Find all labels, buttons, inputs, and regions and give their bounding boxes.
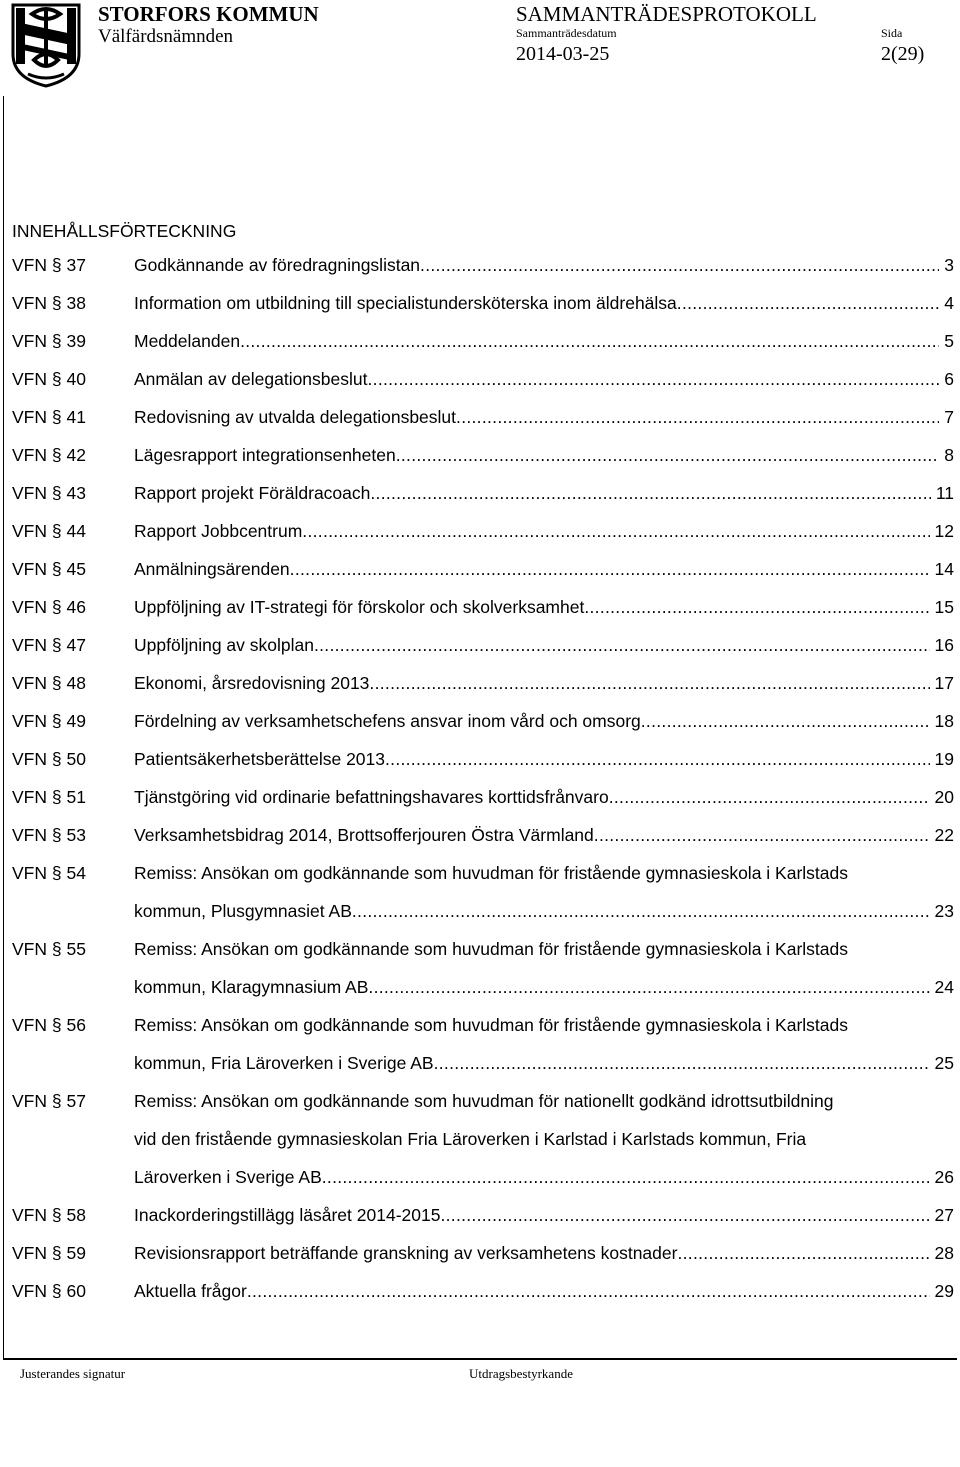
entry-title-last-line xyxy=(134,740,954,778)
entry-title xyxy=(134,436,954,474)
entry-title-last-line xyxy=(134,1044,954,1082)
entry-title-line: Verksamhetsbidrag 2014, Brottsofferjouren Östra Värmland xyxy=(134,825,594,845)
entry-title-line: Inackorderingstillägg läsåret 2014-2015 xyxy=(134,1205,441,1225)
dot-leader xyxy=(314,626,930,664)
entry-title-last-line xyxy=(134,1234,954,1272)
entry-title-last-line xyxy=(134,664,954,702)
dot-leader xyxy=(302,512,929,550)
dot-leader xyxy=(420,246,939,284)
entry-title-last-line xyxy=(134,550,954,588)
dot-leader xyxy=(456,398,939,436)
toc-entry xyxy=(12,740,954,778)
entry-title-line: Information om utbildning till specialistundersköterska inom äldrehälsa xyxy=(134,293,677,313)
footer-rule xyxy=(3,1358,957,1360)
entry-title-last-line xyxy=(134,512,954,550)
entry-title-last-line xyxy=(134,1196,954,1234)
dot-leader xyxy=(677,1234,929,1272)
entry-title-last-line xyxy=(134,1158,954,1196)
dot-leader xyxy=(290,550,930,588)
toc-entry xyxy=(12,474,954,512)
entry-title-line: vid den fristående gymnasieskolan Fria Läroverken i Karlstad i Karlstads kommun, Fria xyxy=(134,1129,807,1149)
entry-title-line: kommun, Fria Läroverken i Sverige AB xyxy=(134,1053,434,1073)
toc-entry xyxy=(12,360,954,398)
page-reference: 16 xyxy=(934,635,954,655)
toc-entry xyxy=(12,702,954,740)
entry-title xyxy=(134,778,954,816)
entry-title-line: Remiss: Ansökan om godkännande som huvudman för fristående gymnasieskola i Karlstads xyxy=(134,863,848,883)
page-reference: 11 xyxy=(935,483,954,503)
entry-title xyxy=(134,626,954,664)
page-reference: 19 xyxy=(934,749,954,769)
entry-title xyxy=(134,1272,954,1310)
dot-leader xyxy=(641,702,930,740)
entry-title-line: kommun, Klaragymnasium AB xyxy=(134,977,369,997)
entry-title xyxy=(134,854,954,930)
page-reference: 28 xyxy=(934,1243,954,1263)
entry-title-line: Remiss: Ansökan om godkännande som huvudman för fristående gymnasieskola i Karlstads xyxy=(134,1015,848,1035)
entry-title-line: Patientsäkerhetsberättelse 2013 xyxy=(134,749,385,769)
entry-title-last-line xyxy=(134,436,954,474)
entry-title-last-line xyxy=(134,816,954,854)
dot-leader xyxy=(368,360,940,398)
entry-title-line: Anmälan av delegationsbeslut xyxy=(134,369,368,389)
page-number: 2(29) xyxy=(881,43,925,65)
dot-leader xyxy=(240,322,939,360)
page-reference: 17 xyxy=(934,673,954,693)
page-reference: 12 xyxy=(934,521,954,541)
dot-leader xyxy=(385,740,930,778)
entry-title xyxy=(134,588,954,626)
dot-leader xyxy=(594,816,930,854)
toc-entry xyxy=(12,398,954,436)
section-number: VFN § 44 xyxy=(12,521,86,541)
section-number: VFN § 48 xyxy=(12,673,86,693)
adjusting-signature-label: Justerandes signatur xyxy=(20,1366,126,1381)
entry-title-line: Aktuella frågor xyxy=(134,1281,247,1301)
entry-title-line: Revisionsrapport beträffande granskning av verksamhetens kostnader xyxy=(134,1243,678,1263)
entry-title-last-line xyxy=(134,892,954,930)
meeting-date: 2014-03-25 xyxy=(516,43,610,65)
page-header xyxy=(0,0,960,92)
dot-leader xyxy=(369,664,929,702)
page-reference: 23 xyxy=(934,901,954,921)
section-number: VFN § 59 xyxy=(12,1243,86,1263)
dot-leader xyxy=(584,588,929,626)
section-number: VFN § 51 xyxy=(12,787,86,807)
toc-entry xyxy=(12,1082,954,1196)
dot-leader xyxy=(368,968,929,1006)
section-number: VFN § 54 xyxy=(12,863,86,883)
entry-title xyxy=(134,1196,954,1234)
entry-title xyxy=(134,512,954,550)
entry-title-last-line xyxy=(134,778,954,816)
toc-entry xyxy=(12,1196,954,1234)
dot-leader xyxy=(677,284,939,322)
entry-title-last-line xyxy=(134,588,954,626)
entry-title-line: Fördelning av verksamhetschefens ansvar inom vård och omsorg xyxy=(134,711,641,731)
dot-leader xyxy=(434,1044,930,1082)
entry-title-line: Uppföljning av IT-strategi för förskolor och skolverksamhet xyxy=(134,597,585,617)
entry-title-last-line xyxy=(134,398,954,436)
toc-entry xyxy=(12,816,954,854)
dot-leader xyxy=(396,436,940,474)
entry-title xyxy=(134,474,954,512)
entry-title xyxy=(134,1234,954,1272)
section-number: VFN § 50 xyxy=(12,749,86,769)
section-number: VFN § 60 xyxy=(12,1281,86,1301)
section-number: VFN § 41 xyxy=(12,407,86,427)
entry-title xyxy=(134,1006,954,1082)
dot-leader xyxy=(440,1196,929,1234)
dot-leader xyxy=(370,474,930,512)
section-number: VFN § 58 xyxy=(12,1205,86,1225)
section-number: VFN § 55 xyxy=(12,939,86,959)
toc-heading: INNEHÅLLSFÖRTECKNING xyxy=(12,221,237,241)
page-reference: 7 xyxy=(944,407,954,427)
section-number: VFN § 38 xyxy=(12,293,86,313)
toc-entry xyxy=(12,436,954,474)
meeting-date-label: Sammanträdesdatum xyxy=(516,26,617,40)
page-reference: 14 xyxy=(934,559,954,579)
page-reference: 25 xyxy=(934,1053,954,1073)
toc-entry xyxy=(12,854,954,930)
entry-title-line: Remiss: Ansökan om godkännande som huvudman för nationellt godkänd idrottsutbildning xyxy=(134,1091,834,1111)
section-number: VFN § 53 xyxy=(12,825,86,845)
entry-title-last-line xyxy=(134,360,954,398)
section-number: VFN § 46 xyxy=(12,597,86,617)
section-number: VFN § 57 xyxy=(12,1091,86,1111)
entry-title xyxy=(134,740,954,778)
section-number: VFN § 49 xyxy=(12,711,86,731)
entry-title-last-line xyxy=(134,1272,954,1310)
entry-title-line: Anmälningsärenden xyxy=(134,559,290,579)
page-reference: 5 xyxy=(944,331,954,351)
entry-title xyxy=(134,702,954,740)
entry-title xyxy=(134,360,954,398)
entry-title xyxy=(134,816,954,854)
toc-entry xyxy=(12,512,954,550)
toc-entry xyxy=(12,550,954,588)
toc-entry xyxy=(12,778,954,816)
dot-leader xyxy=(352,892,930,930)
toc-entry xyxy=(12,1272,954,1310)
entry-title-last-line xyxy=(134,284,954,322)
toc-entry xyxy=(12,588,954,626)
entry-title-line: Redovisning av utvalda delegationsbeslut xyxy=(134,407,457,427)
entry-title-line: Tjänstgöring vid ordinarie befattningshavares korttidsfrånvaro xyxy=(134,787,609,807)
entry-title-line: Meddelanden xyxy=(134,331,241,351)
section-number: VFN § 43 xyxy=(12,483,86,503)
entry-title-line: Lägesrapport integrationsenheten xyxy=(134,445,396,465)
dot-leader xyxy=(609,778,930,816)
toc-entry xyxy=(12,246,954,284)
extract-certification-label: Utdragsbestyrkande xyxy=(469,1366,573,1381)
page-reference: 6 xyxy=(944,369,954,389)
page-reference: 4 xyxy=(944,293,954,313)
entry-title-line: Ekonomi, årsredovisning 2013 xyxy=(134,673,370,693)
entry-title xyxy=(134,322,954,360)
page-reference: 20 xyxy=(934,787,954,807)
section-number: VFN § 40 xyxy=(12,369,86,389)
municipal-coat-of-arms-logo xyxy=(10,2,82,88)
entry-title-line: kommun, Plusgymnasiet AB xyxy=(134,901,352,921)
document-type: SAMMANTRÄDESPROTOKOLL xyxy=(516,2,817,26)
entry-title-line: Läroverken i Sverige AB xyxy=(134,1167,322,1187)
municipality-name: STORFORS KOMMUN xyxy=(98,2,319,26)
page-label: Sida xyxy=(881,26,903,40)
section-number: VFN § 39 xyxy=(12,331,86,351)
entry-title xyxy=(134,246,954,284)
page-reference: 26 xyxy=(934,1167,954,1187)
page-reference: 27 xyxy=(934,1205,954,1225)
page-reference: 22 xyxy=(934,825,954,845)
entry-title-last-line xyxy=(134,246,954,284)
dot-leader xyxy=(247,1272,930,1310)
entry-title-line: Uppföljning av skolplan xyxy=(134,635,314,655)
entry-title xyxy=(134,930,954,1006)
entry-title-line: Remiss: Ansökan om godkännande som huvudman för fristående gymnasieskola i Karlstads xyxy=(134,939,848,959)
toc-entry xyxy=(12,322,954,360)
toc-entry xyxy=(12,1234,954,1272)
dot-leader xyxy=(322,1158,930,1196)
page-reference: 8 xyxy=(944,445,954,465)
page-reference: 29 xyxy=(934,1281,954,1301)
entry-title xyxy=(134,1082,954,1196)
toc-entry xyxy=(12,284,954,322)
section-number: VFN § 47 xyxy=(12,635,86,655)
toc-entry xyxy=(12,664,954,702)
entry-title xyxy=(134,284,954,322)
entry-title xyxy=(134,398,954,436)
page-reference: 18 xyxy=(934,711,954,731)
toc-entry xyxy=(12,930,954,1006)
entry-title-last-line xyxy=(134,702,954,740)
table-of-contents xyxy=(12,216,954,1310)
left-margin-rule xyxy=(3,96,4,1360)
section-number: VFN § 42 xyxy=(12,445,86,465)
page-reference: 15 xyxy=(934,597,954,617)
committee-name: Välfärdsnämnden xyxy=(98,26,234,47)
toc-entry xyxy=(12,1006,954,1082)
page-reference: 3 xyxy=(944,255,954,275)
entry-title xyxy=(134,664,954,702)
section-number: VFN § 37 xyxy=(12,255,86,275)
page-reference: 24 xyxy=(934,977,954,997)
entry-title xyxy=(134,550,954,588)
entry-title-line: Godkännande av föredragningslistan xyxy=(134,255,421,275)
section-number: VFN § 56 xyxy=(12,1015,86,1035)
entry-title-line: Rapport projekt Föräldracoach xyxy=(134,483,371,503)
entry-title-line: Rapport Jobbcentrum xyxy=(134,521,303,541)
entry-title-last-line xyxy=(134,968,954,1006)
section-number: VFN § 45 xyxy=(12,559,86,579)
entry-title-last-line xyxy=(134,322,954,360)
entry-title-last-line xyxy=(134,474,954,512)
entry-title-last-line xyxy=(134,626,954,664)
toc-entry xyxy=(12,626,954,664)
